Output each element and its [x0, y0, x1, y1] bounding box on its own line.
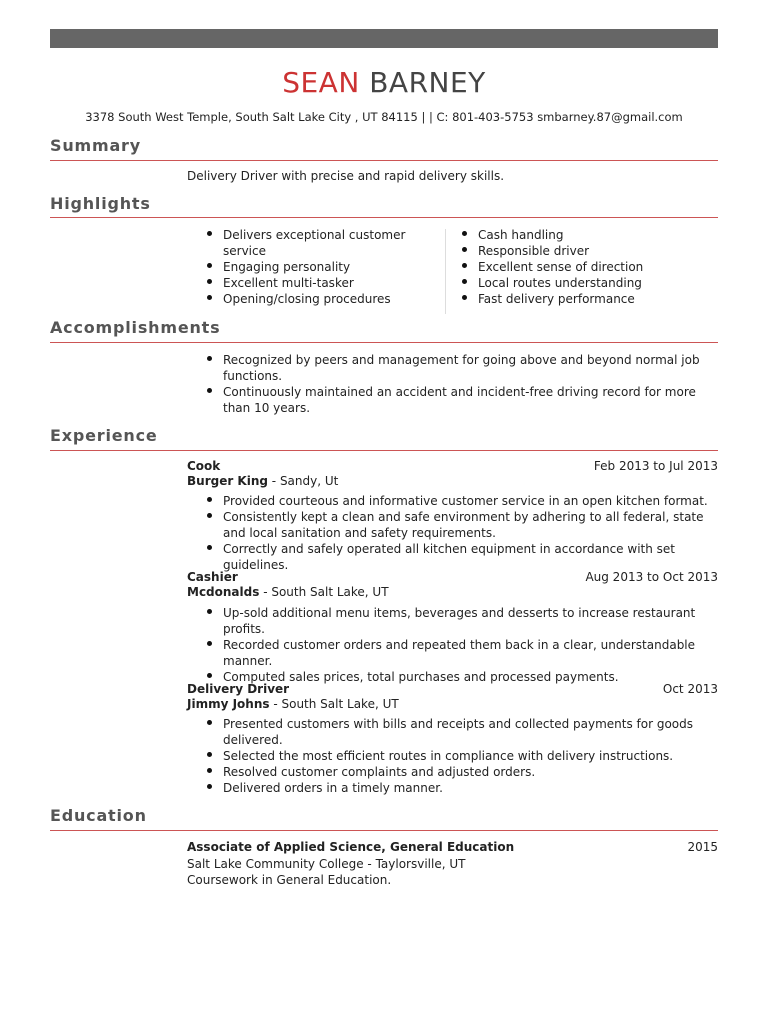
list-item: Computed sales prices, total purchases and processed payments. [202, 669, 712, 685]
job-dates: Feb 2013 to Jul 2013 [593, 459, 718, 473]
highlights-heading: Highlights [50, 194, 151, 213]
highlights-divider [50, 217, 718, 218]
list-item: Fast delivery performance [457, 291, 697, 307]
highlights-column-divider [445, 229, 446, 314]
education-heading: Education [50, 806, 147, 825]
list-item: Presented customers with bills and receipts and collected payments for goods delivered. [202, 716, 712, 748]
summary-divider [50, 160, 718, 161]
first-name: SEAN [282, 66, 360, 99]
list-item: Recorded customer orders and repeated them back in a clear, understandable manner. [202, 637, 712, 669]
company-location: - Sandy, Ut [267, 474, 339, 488]
accomplishments-heading: Accomplishments [50, 318, 221, 337]
job-dates: Oct 2013 [662, 682, 718, 696]
list-item: Delivers exceptional customer service [202, 227, 442, 259]
list-item: Up-sold additional menu items, beverages and desserts to increase restaurant profits. [202, 605, 712, 637]
list-item: Delivered orders in a timely manner. [202, 780, 712, 796]
company-name: Mcdonalds [187, 585, 260, 599]
job-company [187, 585, 389, 599]
company-name: Jimmy Johns [187, 697, 270, 711]
highlights-left-list [202, 227, 442, 307]
accomplishments-divider [50, 342, 718, 343]
list-item: Cash handling [457, 227, 697, 243]
list-item: Opening/closing procedures [202, 291, 442, 307]
job-title: Cashier [187, 570, 238, 584]
coursework: Coursework in General Education. [187, 873, 392, 887]
job-bullets [202, 493, 712, 573]
education-divider [50, 830, 718, 831]
company-name: Burger King [187, 474, 268, 488]
list-item: Local routes understanding [457, 275, 697, 291]
list-item: Resolved customer complaints and adjusted orders. [202, 764, 712, 780]
list-item: Excellent multi-tasker [202, 275, 442, 291]
job-dates: Aug 2013 to Oct 2013 [585, 570, 718, 584]
highlights-right-list [457, 227, 697, 307]
experience-heading: Experience [50, 426, 158, 445]
list-item: Engaging personality [202, 259, 442, 275]
graduation-year: 2015 [687, 840, 718, 854]
summary-heading: Summary [50, 136, 141, 155]
list-item: Continuously maintained an accident and incident-free driving record for more than 10 years. [202, 384, 720, 416]
degree: Associate of Applied Science, General Education [187, 840, 515, 854]
job-title: Delivery Driver [187, 682, 290, 696]
job-company [187, 697, 399, 711]
accomplishments-list [202, 352, 720, 416]
job-company [187, 474, 338, 488]
experience-divider [50, 450, 718, 451]
list-item: Selected the most efficient routes in compliance with delivery instructions. [202, 748, 712, 764]
list-item: Recognized by peers and management for going above and beyond normal job functions. [202, 352, 720, 384]
candidate-name [0, 66, 768, 99]
list-item: Provided courteous and informative customer service in an open kitchen format. [202, 493, 712, 509]
job-bullets [202, 605, 712, 685]
company-location: - South Salt Lake, UT [269, 697, 399, 711]
last-name: BARNEY [369, 66, 486, 99]
company-location: - South Salt Lake, UT [259, 585, 389, 599]
school: Salt Lake Community College - Taylorsville, UT [187, 857, 466, 871]
list-item: Excellent sense of direction [457, 259, 697, 275]
list-item: Consistently kept a clean and safe environment by adhering to all federal, state and local sanitation and safety requirements. [202, 509, 712, 541]
list-item: Correctly and safely operated all kitchen equipment in accordance with set guidelines. [202, 541, 712, 573]
header-bar [50, 29, 718, 48]
job-title: Cook [187, 459, 221, 473]
list-item: Responsible driver [457, 243, 697, 259]
contact-info: 3378 South West Temple, South Salt Lake City , UT 84115 | | C: 801-403-5753 smbarney.87@gmail.com [85, 110, 683, 124]
summary-text: Delivery Driver with precise and rapid delivery skills. [187, 169, 505, 183]
job-bullets [202, 716, 712, 796]
